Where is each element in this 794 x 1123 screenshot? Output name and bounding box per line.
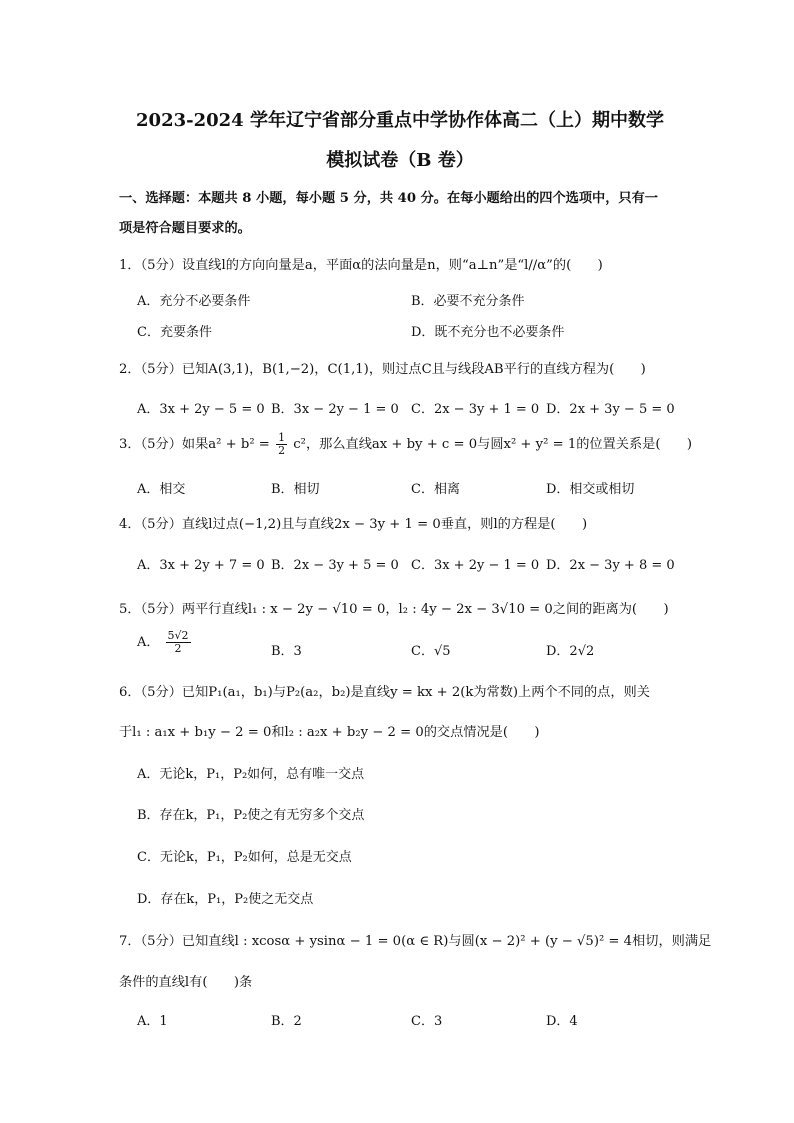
question-1-option-d: D．既不充分也不必要条件: [411, 325, 565, 340]
question-5-option-a: [137, 630, 193, 655]
question-5-option-d: D．2√2: [546, 644, 595, 659]
question-2-option-a: A．3x + 2y − 5 = 0: [137, 402, 265, 417]
question-6-option-a: A．无论k，P₁，P₂如何，总有唯一交点: [137, 767, 365, 782]
question-5-option-a-label: A．: [137, 635, 160, 651]
question-5-option-a-denominator: 2: [174, 642, 182, 656]
question-6-option-b: B．存在k，P₁，P₂使之有无穷多个交点: [137, 808, 365, 823]
question-1-option-b: B．必要不充分条件: [411, 294, 525, 309]
question-1-stem: 1．（5分）设直线l的方向向量是a，平面α的法向量是n，则“a⊥n”是“l//α”的( ): [119, 258, 603, 273]
question-2-option-c: C．2x − 3y + 1 = 0: [411, 402, 540, 417]
question-6-option-c: C．无论k，P₁，P₂如何，总是无交点: [137, 850, 352, 865]
question-6-stem-line1: 6．（5分）已知P₁(a₁，b₁)与P₂(a₂，b₂)是直线y = kx + 2(k为常数)上两个不同的点，则关: [119, 685, 650, 700]
question-3-fraction-denominator: 2: [278, 444, 286, 458]
section-instructions-line1: 一、选择题：本题共 8 小题，每小题 5 分，共 40 分。在每小题给出的四个选项中，只有一: [119, 191, 658, 206]
question-1-option-c: C．充要条件: [137, 325, 212, 340]
question-1-option-a: A．充分不必要条件: [137, 294, 251, 309]
question-7-option-b: B．2: [271, 1014, 302, 1029]
question-7-stem-line1: 7．（5分）已知直线l : xcosα + ysinα − 1 = 0(α ∈ R)与圆(x − 2)² + (y − √5)² = 4相切，则满足: [119, 934, 712, 949]
question-7-option-d: D．4: [546, 1014, 578, 1029]
question-6-option-d: D．存在k，P₁，P₂使之无交点: [137, 892, 314, 907]
question-3-stem-part-b: c²，那么直线ax + by + c = 0与圆x² + y² = 1的位置关系是( ): [293, 437, 693, 453]
question-3-fraction-numerator: 1: [278, 431, 286, 444]
question-6-stem-line2: 于l₁ : a₁x + b₁y − 2 = 0和l₂ : a₂x + b₂y − 2 = 0的交点情况是( ): [119, 725, 540, 740]
question-2-option-d: D．2x + 3y − 5 = 0: [546, 402, 675, 417]
question-7-option-c: C．3: [411, 1014, 443, 1029]
exam-title-line1: 2023-2024 学年辽宁省部分重点中学协作体高二（上）期中数学: [136, 110, 664, 131]
question-5-option-c: C．√5: [411, 644, 451, 659]
question-7-stem-line2: 条件的直线l有( )条: [119, 975, 253, 990]
question-3-option-c: C．相离: [411, 482, 460, 497]
question-3-fraction: [276, 432, 287, 457]
question-7-option-a: A．1: [137, 1014, 168, 1029]
section-instructions-line2: 项是符合题目要求的。: [119, 221, 251, 236]
question-4-option-b: B．2x − 3y + 5 = 0: [271, 558, 399, 573]
question-3-stem: [119, 432, 692, 457]
question-2-stem: 2．（5分）已知A(3,1)，B(1,−2)，C(1,1)，则过点C且与线段AB平行的直线方程为( ): [119, 362, 646, 377]
question-3-option-d: D．相交或相切: [546, 482, 635, 497]
question-3-stem-part-a: 3．（5分）如果a² + b² =: [119, 437, 270, 453]
question-5-option-a-numerator: 5√2: [167, 629, 189, 642]
question-5-stem: 5．（5分）两平行直线l₁ : x − 2y − √10 = 0，l₂ : 4y − 2x − 3√10 = 0之间的距离为( ): [119, 602, 669, 617]
question-3-option-b: B．相切: [271, 482, 320, 497]
question-4-option-a: A．3x + 2y + 7 = 0: [137, 558, 265, 573]
question-4-option-d: D．2x − 3y + 8 = 0: [546, 558, 675, 573]
question-4-stem: 4．（5分）直线l过点(−1,2)且与直线2x − 3y + 1 = 0垂直，则l的方程是( ): [119, 517, 588, 532]
question-5-option-b: B．3: [271, 644, 302, 659]
question-4-option-c: C．3x + 2y − 1 = 0: [411, 558, 540, 573]
exam-title-line2: 模拟试卷（B 卷）: [326, 150, 474, 171]
question-2-option-b: B．3x − 2y − 1 = 0: [271, 402, 399, 417]
question-3-option-a: A．相交: [137, 482, 186, 497]
question-5-option-a-fraction: [166, 630, 191, 655]
